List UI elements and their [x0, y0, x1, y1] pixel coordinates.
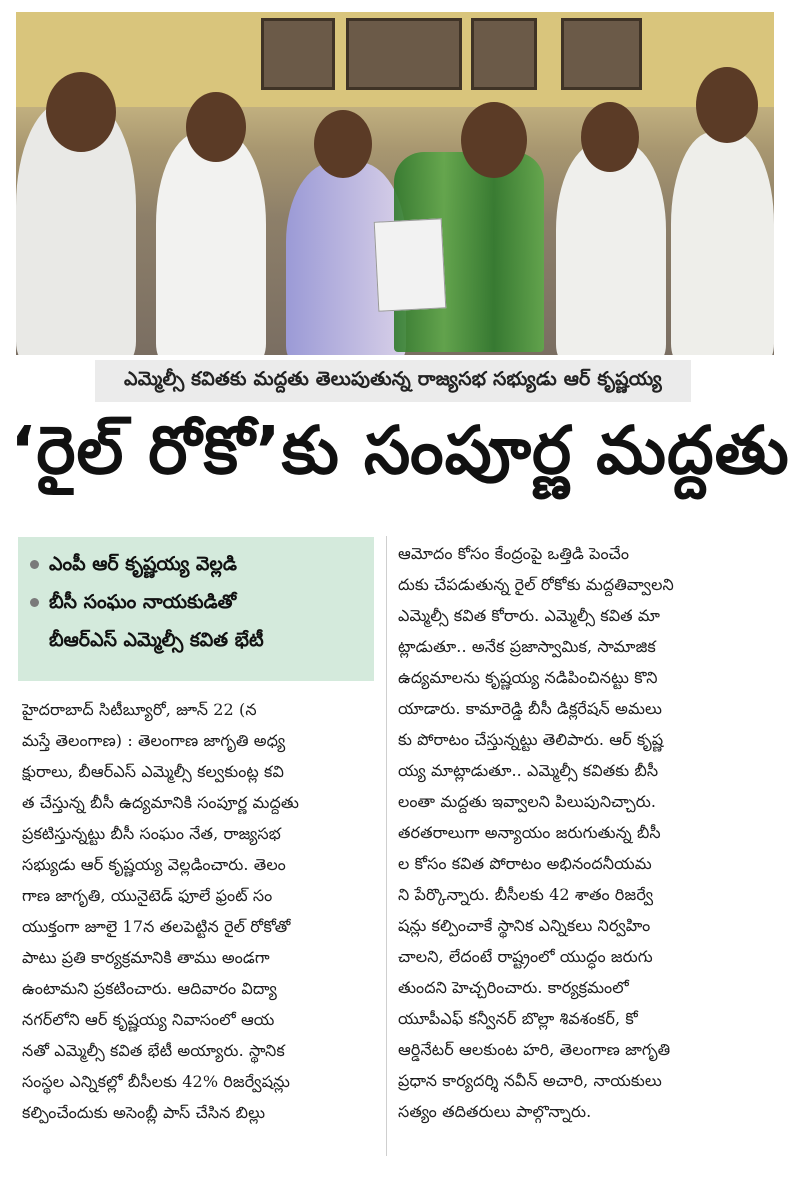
article-line: యూపీఎఫ్ కన్వీనర్ బొల్లా శివశంకర్, కో [398, 1009, 638, 1028]
memorandum-paper [374, 218, 447, 311]
highlights-box [18, 537, 374, 681]
article-line: నగర్‌లోని ఆర్ కృష్ణయ్య నివాసంలో ఆయ [22, 1010, 275, 1029]
news-photo [16, 12, 774, 355]
article-line: సత్యం తదితరులు పాల్గొన్నారు. [398, 1102, 592, 1121]
person-head [461, 102, 527, 178]
wall-frame [561, 18, 642, 90]
article-line: ట్లాడుతూ.. అనేక ప్రజాస్వామిక, సామాజిక [398, 637, 656, 656]
article-line: ఉంటామని ప్రకటించారు. ఆదివారం విద్యా [22, 979, 277, 998]
article-line: ఉద్యమాలను కృష్ణయ్య నడిపించినట్టు కొని [398, 668, 658, 687]
article-line: ఆర్డినేటర్ ఆలకుంట హరి, తెలంగాణ జాగృతి [398, 1040, 671, 1059]
wall-frame [346, 18, 462, 90]
bullet-icon [30, 598, 39, 607]
article-line: నతో ఎమ్మెల్సీ కవిత భేటీ అయ్యారు. స్థానిక [22, 1041, 285, 1060]
article-line: యుక్తంగా జూలై 17న తలపెట్టిన రైల్ రోకోతో [22, 917, 291, 936]
person [556, 142, 666, 355]
headline: ‘రైల్ రోకో’కు సంపూర్ణ మద్దతు [10, 411, 790, 489]
person-head [696, 67, 758, 143]
article-body-left [22, 694, 376, 1128]
wall-frame [261, 18, 335, 90]
article-line: ఆమోదం కోసం కేంద్రంపై ఒత్తిడి పెంచేం [398, 544, 630, 563]
article-line: గాణ జాగృతి, యునైటెడ్ ఫూలే ఫ్రంట్ సం [22, 886, 273, 905]
person-head [46, 72, 116, 152]
person-head [186, 92, 246, 162]
article-line: హైదరాబాద్ సిటీబ్యూరో, జూన్ 22 (న [22, 700, 257, 719]
wall-frame [471, 18, 537, 90]
person [671, 132, 774, 355]
article-line: ఎమ్మెల్సీ కవిత కోరారు. ఎమ్మెల్సీ కవిత మా [398, 606, 661, 625]
article-line: దుకు చేపడుతున్న రైల్ రోకోకు మద్దతివ్వాలని [398, 575, 674, 594]
person-head [314, 110, 372, 178]
column-divider [386, 536, 387, 1156]
article-body-right [398, 538, 772, 1127]
person [156, 132, 266, 355]
highlight-item-continuation: బీఆర్ఎస్ ఎమ్మెల్సీ కవిత భేటీ [49, 629, 264, 651]
highlight-item: బీసీ సంఘం నాయకుడితో [30, 583, 362, 621]
article-line: య్య మాట్లాడుతూ.. ఎమ్మెల్సీ కవితకు బీసీ [398, 761, 659, 780]
article-line: సభ్యుడు ఆర్ కృష్ణయ్య వెల్లడించారు. తెలం [22, 855, 286, 874]
article-line: త చేస్తున్న బీసీ ఉద్యమానికి సంపూర్ణ మద్దతు [22, 793, 299, 812]
article-line: కల్పించేందుకు అసెంబ్లీ పాస్ చేసిన బిల్లు [22, 1103, 266, 1122]
photo-caption: ఎమ్మెల్సీ కవితకు మద్దతు తెలుపుతున్న రాజ్యసభ సభ్యుడు ఆర్ కృష్ణయ్య [95, 360, 691, 402]
article-line: క్షురాలు, బీఆర్ఎస్ ఎమ్మెల్సీ కల్వకుంట్ల కవి [22, 762, 284, 781]
bullet-icon [30, 560, 39, 569]
article-line: షన్లు కల్పించాకే స్థానిక ఎన్నికలు నిర్వహిం [398, 916, 651, 935]
article-line: చాలని, లేదంటే రాష్ట్రంలో యుద్ధం జరుగు [398, 947, 653, 966]
person-head [581, 102, 639, 172]
article-line: సంస్థల ఎన్నికల్లో బీసీలకు 42% రిజర్వేషన్లు [22, 1072, 290, 1091]
article-line: లంతా మద్దతు ఇవ్వాలని పిలుపునిచ్చారు. [398, 792, 657, 811]
article-line: కు పోరాటం చేస్తున్నట్టు తెలిపారు. ఆర్ కృష్ణ [398, 730, 664, 749]
article-line: యాడారు. కామారెడ్డి బీసీ డిక్లరేషన్ అమలు [398, 699, 662, 718]
article-line: పాటు ప్రతి కార్యక్రమానికి తాము అండగా [22, 948, 270, 967]
article-line: తరతరాలుగా అన్యాయం జరుగుతున్న బీసీ [398, 823, 661, 842]
article-line: ప్రకటిస్తున్నట్టు బీసీ సంఘం నేత, రాజ్యసభ [22, 824, 281, 843]
highlight-item: ఎంపీ ఆర్ కృష్ణయ్య వెల్లడి [30, 545, 362, 583]
article-line: మస్తే తెలంగాణ) : తెలంగాణ జాగృతి అధ్య [22, 731, 286, 750]
article-line: ప్రధాన కార్యదర్శి నవీన్ అచారి, నాయకులు [398, 1071, 662, 1090]
article-line: ల కోసం కవిత పోరాటం అభినందనీయమ [398, 854, 652, 873]
article-line: తుందని హెచ్చరించారు. కార్యక్రమంలో [398, 978, 629, 997]
article-line: ని పేర్కొన్నారు. బీసీలకు 42 శాతం రిజర్వే [398, 885, 654, 904]
